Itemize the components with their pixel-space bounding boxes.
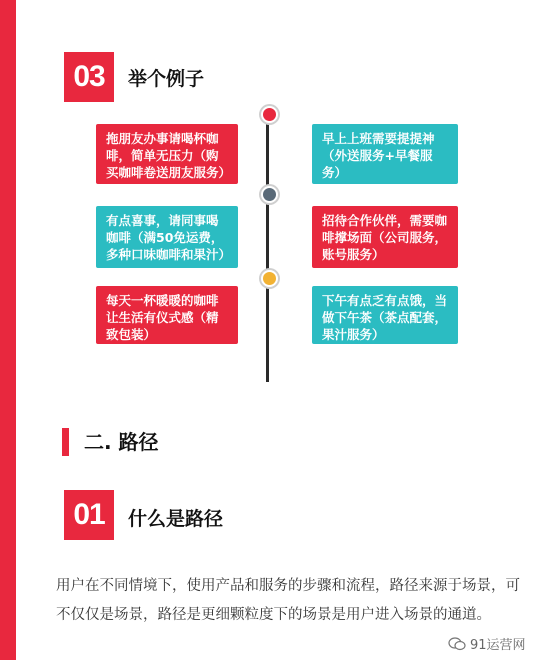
timeline-card-left-2: 有点喜事，请同事喝咖啡（满50免运费，多种口味咖啡和果汁）: [96, 206, 238, 268]
path-number-badge: [64, 490, 114, 540]
timeline-card-left-3: 每天一杯暖暖的咖啡让生活有仪式感（精致包装）: [96, 286, 238, 344]
wechat-icon: [448, 637, 466, 651]
timeline-card-right-2: 招待合作伙伴，需要咖啡撑场面（公司服务，账号服务）: [312, 206, 458, 268]
example-title: 举个例子: [128, 68, 205, 90]
left-accent-stripe: [0, 0, 16, 660]
timeline-card-right-1: 早上上班需要提提神（外送服务+早餐服务）: [312, 124, 458, 184]
path-paragraph-line-2: 不仅仅是场景，路径是更细颗粒度下的场景是用户进入场景的通道。: [56, 607, 491, 623]
timeline-line: [266, 110, 269, 382]
section-accent-bar: [62, 428, 69, 456]
path-number: 01: [73, 498, 105, 531]
timeline-card-right-3: 下午有点乏有点饿，当做下午茶（茶点配套，果汁服务）: [312, 286, 458, 344]
timeline-card-left-1: 拖朋友办事请喝杯咖啡，简单无压力（购买咖啡卷送朋友服务）: [96, 124, 238, 184]
watermark: [448, 634, 526, 653]
timeline-dot-1: [261, 106, 278, 123]
path-title: 什么是路径: [128, 508, 224, 530]
example-number: 03: [73, 60, 105, 93]
path-paragraph-line-1: 用户在不同情境下，使用产品和服务的步骤和流程，路径来源于场景，可: [56, 578, 520, 594]
example-number-badge: [64, 52, 114, 102]
watermark-text: 91运营网: [470, 638, 526, 653]
timeline-dot-3: [261, 270, 278, 287]
timeline-dot-2: [261, 186, 278, 203]
section-title: 二. 路径: [84, 430, 159, 454]
